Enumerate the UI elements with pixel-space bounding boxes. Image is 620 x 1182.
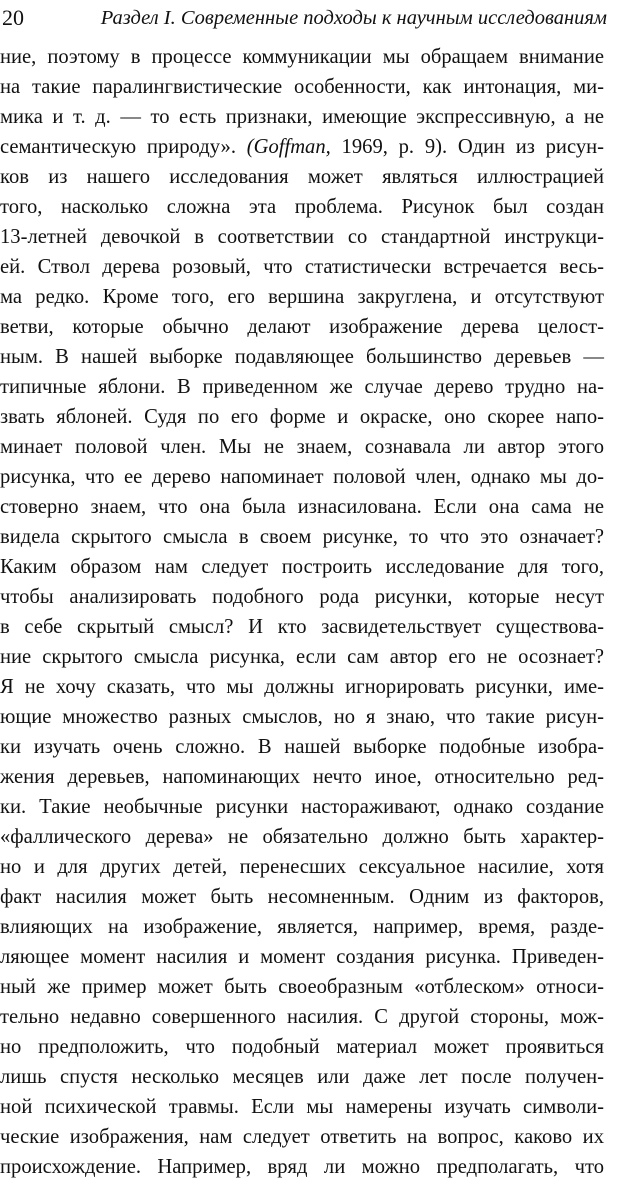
running-head: Раздел I. Современные подходы к научным исследованиям	[100, 7, 607, 29]
text-line: но и для других детей, перенесших сексуальное насилие, хотя	[0, 856, 604, 878]
page-header	[0, 0, 607, 40]
text-line: мика и т. д. — то есть признаки, имеющие экспрессивную, а не	[0, 106, 604, 128]
body-text	[0, 42, 604, 1182]
text-line: типичные яблони. В приведенном же случае дерево трудно на-	[0, 376, 604, 398]
text-line: ной психической травмы. Если мы намерены изучать символи-	[0, 1096, 604, 1118]
page-number: 20	[2, 5, 24, 30]
text-line: ющие множество разных смыслов, но я знаю, что такие рисун-	[0, 706, 604, 728]
citation-author: (Goffman,	[246, 136, 331, 158]
text-line: ков из нашего исследования может являться иллюстрацией	[0, 166, 604, 188]
text-line: Каким образом нам следует построить исследование для того,	[0, 556, 604, 578]
text-line: того, насколько сложна эта проблема. Рисунок был создан	[0, 196, 604, 218]
text-line: жения деревьев, напоминающих нечто иное, относительно ред-	[0, 766, 604, 788]
text-line: но предположить, что подобный материал может проявиться	[0, 1036, 604, 1058]
text-line: ние скрытого смысла рисунка, если сам автор его не осознает?	[0, 646, 604, 668]
text-line: ма редко. Кроме того, его вершина закруглена, и отсутствуют	[0, 286, 604, 308]
text-line: ветви, которые обычно делают изображение дерева целост-	[0, 316, 604, 338]
text-line: видела скрытого смысла в своем рисунке, то что это означает?	[0, 526, 604, 548]
text-line: минает половой член. Мы не знаем, сознавала ли автор этого	[0, 436, 604, 458]
text-line: ние, поэтому в процессе коммуникации мы обращаем внимание	[0, 46, 604, 68]
text-line: Я не хочу сказать, что мы должны игнорировать рисунки, име-	[0, 676, 604, 698]
text-line: 13-летней девочкой в соответствии со стандартной инструкци-	[0, 226, 604, 248]
text-line: ляющее момент насилия и момент создания рисунка. Приведен-	[0, 946, 604, 968]
text-line: ческие изображения, нам следует ответить на вопрос, каково их	[0, 1126, 604, 1148]
text-line: ей. Ствол дерева розовый, что статистически встречается весь-	[0, 256, 604, 278]
text-line-with-citation	[0, 132, 604, 162]
text-segment: 1969, р. 9). Один из рисун-	[330, 136, 604, 158]
text-line: лишь спустя несколько месяцев или даже лет после получен-	[0, 1066, 604, 1088]
text-line: звать яблоней. Судя по его форме и окраске, оно скорее напо-	[0, 406, 604, 428]
text-segment: семантическую природу».	[0, 136, 247, 158]
text-line: в себе скрытый смысл? И кто засвидетельствует существова-	[0, 616, 604, 638]
text-line: факт насилия может быть несомненным. Одним из факторов,	[0, 886, 604, 908]
text-line: чтобы анализировать подобного рода рисунки, которые несут	[0, 586, 604, 608]
text-line: «фаллического дерева» не обязательно должно быть характер-	[0, 826, 604, 848]
text-line: ным. В нашей выборке подавляющее большинство деревьев —	[0, 346, 604, 368]
text-line: ный же пример может быть своеобразным «отблеском» относи-	[0, 976, 604, 998]
text-line: ки изучать очень сложно. В нашей выборке подобные изобра-	[0, 736, 604, 758]
text-line: рисунка, что ее дерево напоминает половой член, однако мы до-	[0, 466, 604, 488]
text-line: тельно недавно совершенного насилия. С другой стороны, мож-	[0, 1006, 604, 1028]
text-line: на такие паралингвистические особенности, как интонация, ми-	[0, 76, 604, 98]
text-line: стоверно знаем, что она была изнасилована. Если она сама не	[0, 496, 604, 518]
text-line: ки. Такие необычные рисунки настораживают, однако создание	[0, 796, 604, 818]
text-line: происхождение. Например, вряд ли можно предполагать, что	[0, 1156, 604, 1178]
text-line: влияющих на изображение, является, например, время, разде-	[0, 916, 604, 938]
